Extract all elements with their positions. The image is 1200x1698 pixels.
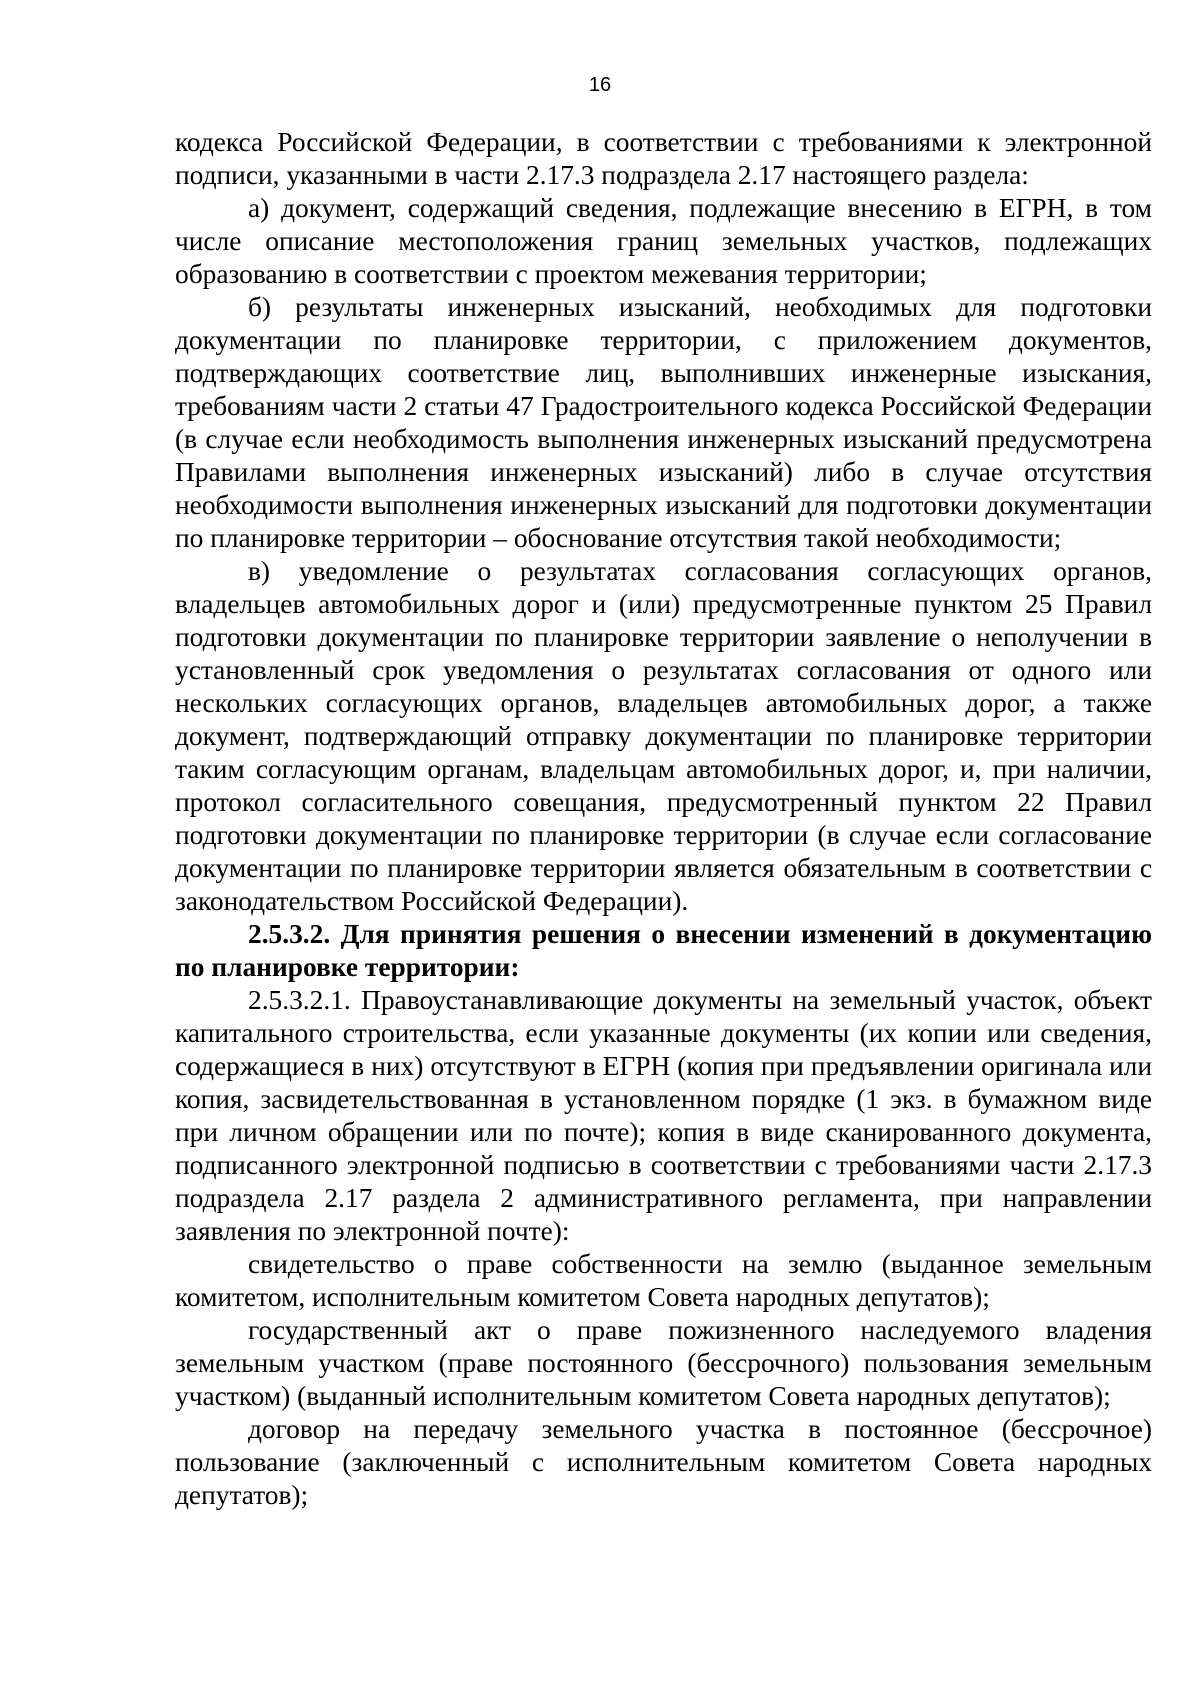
paragraph-contract: договор на передачу земельного участка в постоянное (бессрочное) пользование (заключенный с исполнительным комитетом Совета народных депутатов); (175, 1414, 1152, 1510)
paragraph-2-5-3-2-1: 2.5.3.2.1. Правоустанавливающие документы на земельный участок, объект капитального строительства, если указанные документы (их копии или сведения, содержащиеся в них) отсутствуют в ЕГРН (копия при предъявлении оригинала или копия, засвидетельствованная в установленном порядке (1 экз. в бумажном виде при личном обращении или по почте); копия в виде сканированного документа, подписанного электронной подписью в соответствии с требованиями части 2.17.3 подраздела 2.17 раздела 2 административного регламента, при направлении заявления по электронной почте): (175, 985, 1152, 1246)
paragraph-certificate: свидетельство о праве собственности на землю (выданное земельным комитетом, исполнительным комитетом Совета народных депутатов); (175, 1249, 1152, 1312)
section-heading-2-5-3-2: 2.5.3.2. Для принятия решения о внесении изменений в документацию по планировке территории: (175, 919, 1152, 982)
paragraph-continuation: кодекса Российской Федерации, в соответствии с требованиями к электронной подписи, указанными в части 2.17.3 подраздела 2.17 настоящего раздела: (175, 127, 1152, 190)
paragraph-item-a: а) документ, содержащий сведения, подлежащие внесению в ЕГРН, в том числе описание местоположения границ земельных участков, подлежащих образованию в соответствии с проектом межевания территории; (175, 193, 1152, 289)
paragraph-state-act: государственный акт о праве пожизненного наследуемого владения земельным участком (праве постоянного (бессрочного) пользования земельным участком) (выданный исполнительным комитетом Совета народных депутатов); (175, 1315, 1152, 1411)
paragraph-item-b: б) результаты инженерных изысканий, необходимых для подготовки документации по планировке территории, с приложением документов, подтверждающих соответствие лиц, выполнивших инженерные изыскания, требованиям части 2 статьи 47 Градостроительного кодекса Российской Федерации (в случае если необходимость выполнения инженерных изысканий предусмотрена Правилами выполнения инженерных изысканий) либо в случае отсутствия необходимости выполнения инженерных изысканий для подготовки документации по планировке территории – обоснование отсутствия такой необходимости; (175, 292, 1152, 553)
page-number: 16 (588, 74, 612, 96)
paragraph-item-v: в) уведомление о результатах согласования согласующих органов, владельцев автомобильных дорог и (или) предусмотренные пунктом 25 Правил подготовки документации по планировке территории заявление о неполучении в установленный срок уведомления о результатах согласования от одного или нескольких согласующих органов, владельцев автомобильных дорог, а также документ, подтверждающий отправку документации по планировке территории таким согласующим органам, владельцам автомобильных дорог, и, при наличии, протокол согласительного совещания, предусмотренный пунктом 22 Правил подготовки документации по планировке территории (в случае если согласование документации по планировке территории является обязательным в соответствии с законодательством Российской Федерации). (175, 556, 1152, 916)
document-body (175, 126, 1152, 1512)
